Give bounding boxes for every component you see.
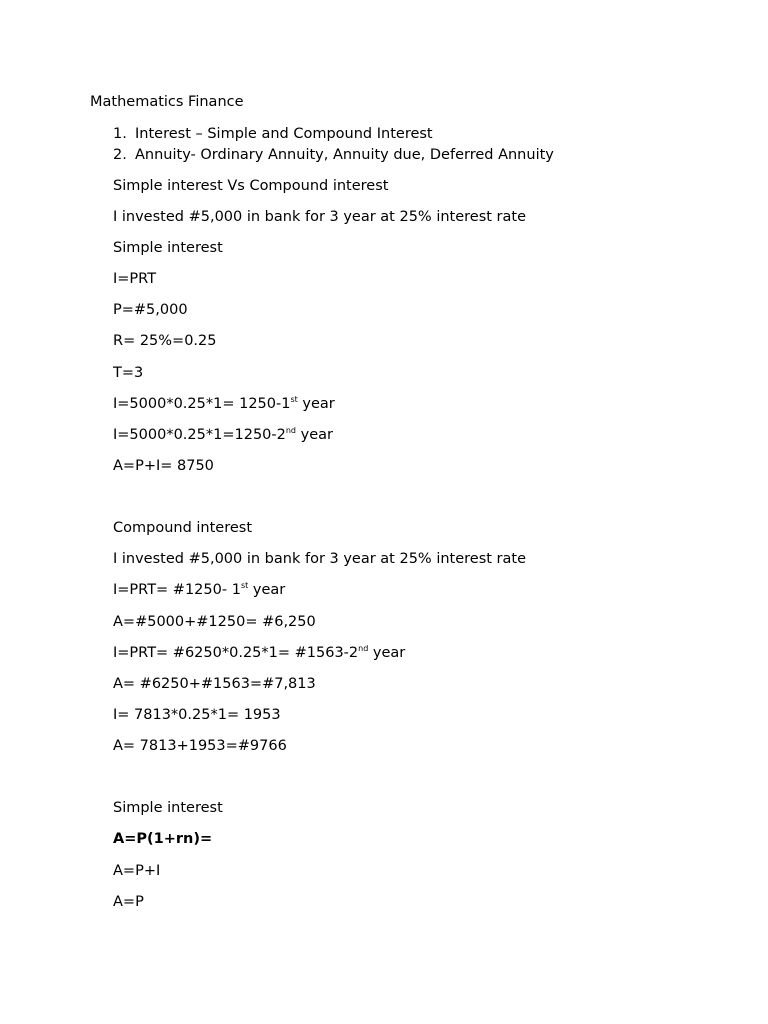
calc-tail: year: [368, 645, 406, 661]
calc-text: I=5000*0.25*1= 1250-1: [113, 396, 291, 412]
topic-text: Annuity- Ordinary Annuity, Annuity due, Deferred Annuity: [135, 147, 554, 163]
compound-a3-line: A= 7813+1953=#9766: [113, 738, 287, 754]
ordinal-suffix: st: [240, 581, 249, 590]
simple-formula: I=PRT: [113, 271, 157, 287]
summary-line-1: A=P+I: [113, 863, 161, 879]
compound-a1-line: A=#5000+#1250= #6,250: [113, 614, 316, 630]
topic-item-1: [113, 125, 433, 143]
simple-year1-line: [113, 395, 335, 413]
topic-item-2: [113, 146, 554, 164]
ordinal-suffix: nd: [358, 644, 369, 653]
compound-i2-line: [113, 644, 405, 662]
calc-tail: year: [296, 427, 333, 443]
compound-i1-line: [113, 581, 285, 599]
ordinal-suffix: st: [290, 395, 298, 404]
topic-number: 1.: [113, 126, 127, 142]
compound-a2-line: A= #6250+#1563=#7,813: [113, 676, 316, 692]
summary-formula: A=P(1+rn)=: [113, 831, 213, 847]
calc-tail: year: [248, 582, 286, 598]
topic-text: Interest – Simple and Compound Interest: [135, 126, 433, 142]
compound-interest-heading: Compound interest: [113, 520, 253, 536]
topic-number: 2.: [113, 147, 127, 163]
simple-interest-heading: Simple interest: [113, 240, 223, 256]
calc-text: I=5000*0.25*1=1250-2: [113, 427, 286, 443]
simple-year2-line: [113, 426, 333, 444]
comparison-heading: Simple interest Vs Compound interest: [113, 178, 389, 194]
summary-heading: Simple interest: [113, 800, 223, 816]
rate-line: R= 25%=0.25: [113, 333, 217, 349]
time-line: T=3: [113, 365, 144, 381]
calc-tail: year: [297, 396, 335, 412]
simple-amount-line: A=P+I= 8750: [113, 458, 214, 474]
summary-line-2: A=P: [113, 894, 144, 910]
principal-line: P=#5,000: [113, 302, 188, 318]
document-title: Mathematics Finance: [90, 94, 244, 110]
ordinal-suffix: nd: [285, 426, 297, 435]
calc-text: I=PRT= #1250- 1: [113, 582, 241, 598]
compound-i3-line: I= 7813*0.25*1= 1953: [113, 707, 281, 723]
scenario-text: I invested #5,000 in bank for 3 year at 25% interest rate: [113, 209, 527, 225]
calc-text: I=PRT= #6250*0.25*1= #1563-2: [113, 645, 359, 661]
compound-scenario-text: I invested #5,000 in bank for 3 year at 25% interest rate: [113, 551, 527, 567]
